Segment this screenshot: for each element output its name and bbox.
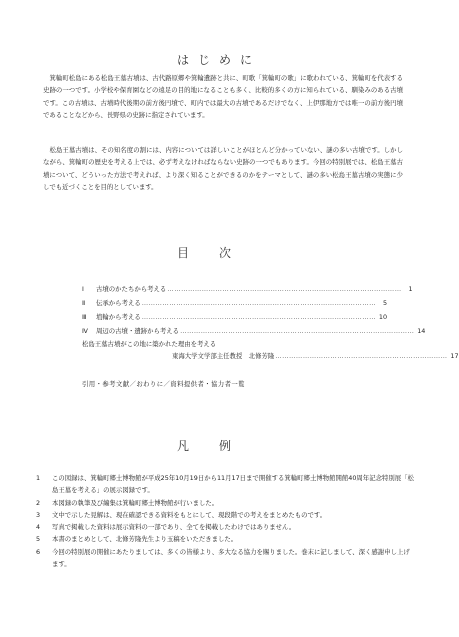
toc-entry-number: Ⅲ: [82, 313, 87, 321]
toc-leader-dots: …………………………………………………………………………………………: [167, 285, 402, 293]
note-number: 5: [36, 535, 41, 544]
toc-leader-dots: …………………………………………………………………………………………: [180, 327, 415, 335]
toc-special-author: 東海大学文学部主任教授 北條芳隆: [172, 352, 275, 360]
toc-entry-number: Ⅰ: [82, 285, 84, 293]
toc-entry-page: 5: [382, 299, 388, 307]
list-item: [36, 472, 416, 497]
table-of-contents: [82, 282, 459, 362]
toc-entry[interactable]: [82, 296, 388, 310]
list-item: [36, 546, 416, 571]
note-text: 本書のまとめとして、北條芳隆先生より玉稿をいただきました。: [52, 535, 238, 544]
toc-entry[interactable]: [82, 324, 426, 338]
note-number: 3: [36, 510, 41, 519]
toc-entry-page: 14: [417, 327, 426, 335]
toc-entry-title: 古墳のかたちから考える: [96, 285, 167, 293]
notes-heading: 凡例: [176, 439, 261, 453]
note-text: 本図録の執筆及び編集は箕輪町郷土博物館が行いました。: [52, 498, 219, 507]
toc-leader-dots: …………………………………………………………………………………………: [141, 299, 377, 307]
toc-entry-page: 10: [378, 313, 388, 321]
toc-entry-title: 埴輪から考える: [96, 313, 141, 321]
note-text: 写真で掲載した資料は展示資料の一部であり、全てを掲載したわけではありません。: [52, 523, 296, 532]
toc-references[interactable]: 引用・参考文献／おわりに／資料提供者・協力者一覧: [82, 380, 245, 388]
note-text: この図録は、箕輪町郷土博物館が平成25年10月19日から11月17日まで開催する箕輪町郷土博物館開館40周年記念特別展「松島王墓を考える」の展示図録です。: [52, 474, 414, 495]
toc-special-page: 17: [450, 352, 459, 360]
intro-paragraph-1: 箕輪町松島にある松島王墓古墳は、古代路原郷や箕輪遺跡と共に、町歌「箕輪町の歌」に歌われている、箕輪町を代表する史跡の一つです。小学校や保育園などの遠足の目的地になることも多く、比較的多くの方に知られている、馴染みのある古墳です。この古墳は、古墳時代後期の前方後円墳で、町内では最大の古墳であるだけでなく、上伊那地方では唯一の前方後円墳であることなどから、長野県の史跡に指定されています。: [43, 74, 403, 120]
toc-leader-dots: …………………………………………………………………………………………: [141, 313, 377, 321]
toc-entry-number: Ⅳ: [82, 327, 88, 335]
note-number: 2: [36, 498, 41, 507]
toc-leader-dots: …………………………………………………………………: [275, 352, 448, 360]
intro-heading: はじめに: [176, 53, 261, 67]
note-text: 今回の特別展の開催にあたりましては、多くの皆様より、多大なる協力を賜りました。巻末に記しまして、深く感謝申し上げます。: [52, 547, 410, 569]
notes-list: [36, 472, 416, 570]
toc-entry[interactable]: [82, 310, 388, 324]
toc-entry[interactable]: [82, 282, 413, 296]
list-item: [36, 533, 416, 545]
note-number: 1: [36, 474, 41, 482]
toc-heading: 目次: [176, 246, 261, 260]
toc-entry-number: Ⅱ: [82, 299, 86, 307]
toc-entry-page: 1: [408, 285, 413, 293]
list-item: [36, 521, 416, 533]
toc-entry-title: 伝承から考える: [96, 299, 141, 307]
intro-paragraph-2: 松島王墓古墳は、その知名度の割には、内容については詳しいことがほとんど分かっていない、謎の多い古墳です。しかしながら、箕輪町の歴史を考える上では、必ず考えなければならない史跡の一つでもあります。今回の特別展では、松島王墓古墳について、どういった方法で考えれば、より深く知ることができるのかをテーマとして、謎の多い松島王墓古墳の実態に少しでも近づくことを目的としています。: [43, 146, 403, 192]
toc-special-author-row: [82, 350, 459, 362]
toc-entry-title: 周辺の古墳・遺跡から考える: [96, 327, 180, 335]
toc-special-title[interactable]: 松島王墓古墳がこの地に築かれた理由を考える: [82, 340, 217, 348]
note-number: 4: [36, 523, 41, 532]
list-item: [36, 509, 416, 521]
note-text: 文中で示した見解は、現在確認できる資料をもとにして、現段階での考えをまとめたものです。: [52, 510, 327, 519]
note-number: 6: [36, 547, 41, 556]
list-item: [36, 497, 416, 509]
